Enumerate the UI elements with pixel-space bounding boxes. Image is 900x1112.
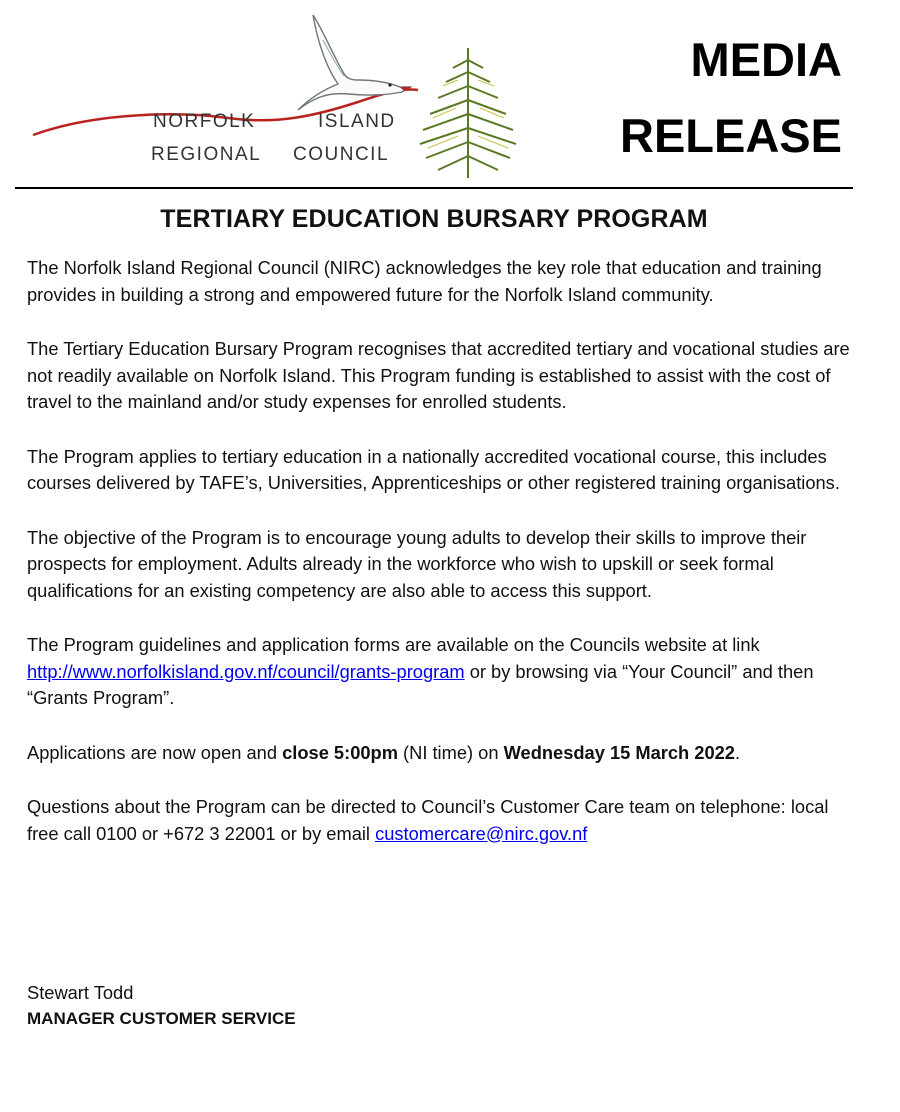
logo-text-island: ISLAND: [318, 111, 396, 132]
release-label: RELEASE: [620, 109, 842, 162]
media-release-heading: [620, 22, 842, 174]
header-divider: [15, 187, 853, 189]
closing-text-b: (NI time) on: [397, 741, 504, 763]
closing-text-a: Applications are now open and: [27, 741, 283, 763]
contact-text: Questions about the Program can be directed to Council’s Customer Care team on telephone: local free call 0100 or +672 3 22001 or by email: [27, 796, 829, 844]
closing-date: Wednesday 15 March 2022: [503, 741, 735, 763]
document-title: TERTIARY EDUCATION BURSARY PROGRAM: [160, 205, 708, 233]
signatory-name: Stewart Todd: [27, 982, 134, 1003]
guidelines-text-before: The Program guidelines and application forms are available on the Councils website at link: [27, 634, 760, 655]
document-body: [27, 255, 852, 875]
signatory-role: MANAGER CUSTOMER SERVICE: [27, 1009, 296, 1028]
customer-care-email-link[interactable]: customercare@nirc.gov.nf: [375, 822, 588, 844]
logo-text-regional: REGIONAL: [151, 144, 262, 165]
guidelines-text-after: or by browsing via “Your Council” and then “Grants Program”.: [27, 660, 814, 708]
media-label: MEDIA: [690, 33, 842, 86]
signature-block: [27, 980, 296, 1032]
closing-text-c: .: [734, 741, 741, 763]
paragraph-guidelines: [27, 632, 852, 712]
bird-icon: [298, 15, 412, 110]
pine-tree-icon: [420, 48, 516, 178]
paragraph-objective: The objective of the Program is to encourage young adults to develop their skills to improve their prospects for employment. Adults already in the workforce who wish to upskill or seek formal qualifications for an existing competency are also able to access this support.: [27, 526, 807, 601]
paragraph-closing-date: [27, 740, 852, 767]
logo-text-council: COUNCIL: [293, 144, 390, 165]
paragraph-eligibility: The Program applies to tertiary education in a nationally accredited vocational course, this includes courses delivered by TAFE’s, Universities, Apprenticeships or other registered training organisations.: [27, 445, 840, 493]
paragraph-intro: The Norfolk Island Regional Council (NIRC) acknowledges the key role that education and training provides in building a strong and empowered future for the Norfolk Island community.: [27, 257, 822, 305]
paragraph-contact: [27, 794, 852, 847]
council-logo: [28, 10, 548, 185]
grants-program-link[interactable]: http://www.norfolkisland.gov.nf/council/grants-program: [27, 660, 465, 682]
closing-time: close 5:00pm: [282, 741, 398, 763]
logo-text-norfolk: NORFOLK: [153, 111, 256, 132]
paragraph-program-purpose: The Tertiary Education Bursary Program recognises that accredited tertiary and vocational studies are not readily available on Norfolk Island. This Program funding is established to assist with the cost of travel to the mainland and/or study expenses for enrolled students.: [27, 338, 850, 412]
